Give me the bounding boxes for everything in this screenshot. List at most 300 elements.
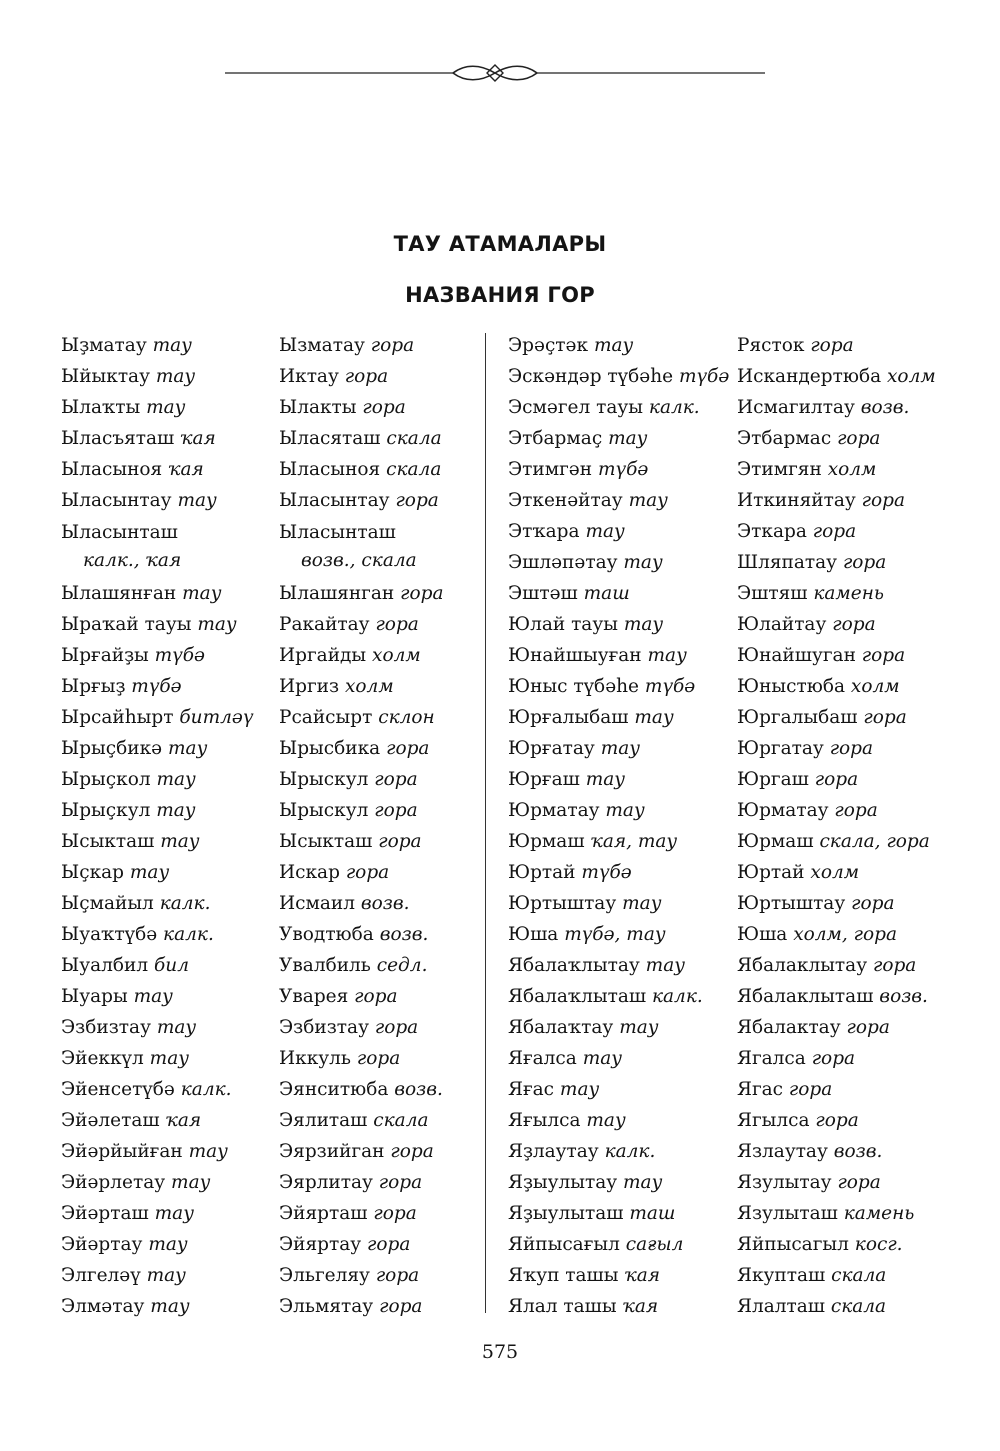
entry-term: тау [622, 893, 662, 914]
entry-name: Ягалса [737, 1048, 806, 1069]
entry-term: скала [386, 428, 442, 449]
list-item [737, 950, 977, 981]
entry-name: Эйярташ [279, 1203, 368, 1224]
entry-name: Иктау [279, 366, 339, 387]
list-item [61, 1012, 266, 1043]
list-item [737, 1105, 977, 1136]
entry-name: Яғас [508, 1079, 555, 1100]
entry-term: холм [827, 459, 877, 480]
list-item [508, 1291, 723, 1322]
list-item [508, 1167, 723, 1198]
entry-name: Эйенсетүбә [61, 1079, 175, 1100]
list-item [279, 702, 479, 733]
entry-term: гора [872, 955, 917, 976]
entry-name: Рясток [737, 335, 805, 356]
list-item [279, 1074, 479, 1105]
entry-name: Этҡара [508, 521, 580, 542]
entry-term: тау [156, 1017, 197, 1038]
entry-name: Яҙлаутау [508, 1141, 599, 1162]
list-item [737, 1043, 977, 1074]
ornament-divider [225, 60, 765, 88]
entry-term: түбә [581, 862, 632, 883]
entry-term: таш [583, 583, 630, 604]
list-item [737, 485, 977, 516]
column-bashkir-right [508, 330, 730, 1322]
entry-term: тау [645, 955, 685, 976]
entry-term: тау [182, 583, 222, 604]
entry-name: Ылашянган [279, 583, 395, 604]
list-item [279, 981, 479, 1012]
entry-term: тау [623, 614, 664, 635]
entry-name: Ябалактау [737, 1017, 841, 1038]
list-item [279, 485, 479, 516]
entry-name: Эшләпәтау [508, 552, 618, 573]
entry-term: ҡая [168, 459, 204, 480]
entry-term: түбә [131, 676, 182, 697]
entry-name: Ягылса [737, 1110, 810, 1131]
list-item [61, 330, 266, 361]
entry-name: Этимгән [508, 459, 593, 480]
entry-name: Язулыташ [737, 1203, 838, 1224]
list-item [508, 1012, 723, 1043]
entry-name: Яҡуп ташы [508, 1265, 619, 1286]
entry-name: Яҙыулыташ [508, 1203, 624, 1224]
title-russian: НАЗВАНИЯ ГОР [405, 283, 595, 307]
entry-name: Юртай [737, 862, 805, 883]
entry-name: Ырысбика [279, 738, 381, 759]
list-item [279, 919, 479, 950]
entry-term: гора [837, 1172, 881, 1193]
column-divider [485, 333, 486, 1313]
entry-term: гора [851, 893, 895, 914]
list-item [737, 578, 977, 609]
list-item [508, 1105, 723, 1136]
entry-name: Ялалташ [737, 1296, 825, 1317]
list-item [61, 888, 266, 919]
entry-name: Юргатау [737, 738, 824, 759]
entry-name: Эйәрлетау [61, 1172, 166, 1193]
entry-name: Юрғаш [508, 769, 580, 790]
entry-name: Ысыкташ [279, 831, 373, 852]
list-item [508, 733, 723, 764]
list-item [737, 981, 977, 1012]
list-item [508, 547, 723, 578]
entry-term: возв., скала [301, 550, 417, 571]
list-item [279, 1105, 479, 1136]
entry-term: гора [390, 1141, 434, 1162]
entry-name: Эйеккүл [61, 1048, 144, 1069]
entry-term: тау [146, 397, 186, 418]
entry-name: Ылаҡты [61, 397, 141, 418]
entry-term: возв. [860, 397, 910, 418]
list-item [737, 392, 977, 423]
list-item [61, 454, 266, 485]
entry-name: Ыласынташ [279, 522, 396, 543]
entry-name: Ыласяташ [279, 428, 381, 449]
entry-term: гора [356, 1048, 401, 1069]
entry-term: скала, гора [819, 831, 930, 852]
list-item [737, 671, 977, 702]
entry-term: гора [375, 614, 419, 635]
entry-term: гора [354, 986, 398, 1007]
entry-term: калк. [180, 1079, 232, 1100]
entry-term: калк. [648, 397, 700, 418]
entry-term: тау [155, 366, 196, 387]
list-item [279, 857, 479, 888]
column-russian-left [279, 330, 479, 1322]
entry-term: ҡая, тау [590, 831, 678, 852]
entry-name: Элгеләү [61, 1265, 141, 1286]
list-item [279, 733, 479, 764]
list-item [508, 919, 723, 950]
list-item [508, 330, 723, 361]
entry-name: Юлай тауы [508, 614, 618, 635]
entry-name: Юрғатау [508, 738, 595, 759]
list-item [737, 1260, 977, 1291]
entry-name: Эштяш [737, 583, 808, 604]
list-item [508, 454, 723, 485]
entry-name: Ракайтау [279, 614, 370, 635]
list-item [61, 671, 266, 702]
entry-term: тау [634, 707, 674, 728]
entry-name: Этбармаҫ [508, 428, 603, 449]
list-item [508, 981, 723, 1012]
entry-term: тау [593, 335, 634, 356]
entry-term: түбә [597, 459, 649, 480]
entry-term: таш [629, 1203, 676, 1224]
list-item [61, 1136, 266, 1167]
entry-name: Юша [508, 924, 559, 945]
entry-term: ҡая [180, 428, 216, 449]
entry-name: Ыҫкар [61, 862, 124, 883]
entry-name: Ылакты [279, 397, 357, 418]
list-item [508, 609, 723, 640]
list-item [737, 609, 977, 640]
list-item [508, 1136, 723, 1167]
entry-name: Иккуль [279, 1048, 351, 1069]
entry-term: тау [129, 862, 170, 883]
entry-name: Юргаш [737, 769, 809, 790]
list-item [737, 1074, 977, 1105]
entry-name: Эялиташ [279, 1110, 368, 1131]
list-item [61, 1260, 266, 1291]
entry-name: Ырыҫкул [61, 800, 151, 821]
entry-term: гора [378, 831, 422, 852]
entry-name: Увалбиль [279, 955, 371, 976]
entry-name: Язлаутау [737, 1141, 828, 1162]
list-item [61, 423, 266, 454]
entry-name: Ябалаклытау [737, 955, 868, 976]
entry-term: гора [788, 1079, 833, 1100]
entry-term: ҡая [622, 1296, 659, 1317]
entry-term: тау [585, 769, 626, 790]
entry-term: гора [386, 738, 430, 759]
entry-name: Ягас [737, 1079, 784, 1100]
entry-name: Эштәш [508, 583, 578, 604]
entry-term: тау [156, 800, 196, 821]
entry-term: возв. [379, 924, 429, 945]
entry-term: гора [395, 490, 439, 511]
list-item [737, 547, 977, 578]
list-item [279, 640, 479, 671]
list-item [279, 1136, 479, 1167]
list-item [508, 671, 723, 702]
entry-name: Эйәртау [61, 1234, 143, 1255]
list-item [737, 1012, 977, 1043]
entry-name: Яйпысағыл [508, 1234, 620, 1255]
entry-term: тау [619, 1017, 659, 1038]
list-item [737, 795, 977, 826]
list-item [61, 857, 266, 888]
entry-name: Ыуалбил [61, 955, 149, 976]
entry-name: Искандертюба [737, 366, 882, 387]
list-item [508, 392, 723, 423]
entry-term: тау [608, 428, 648, 449]
entry-term: гора [374, 769, 418, 790]
list-item [737, 919, 977, 950]
entry-name: Ырыскул [279, 800, 369, 821]
entry-term: тау [559, 1079, 600, 1100]
list-item [279, 1043, 479, 1074]
list-item [279, 454, 479, 485]
list-item [508, 361, 730, 392]
entry-term: тау [177, 490, 217, 511]
entry-name: Ыласъяташ [61, 428, 175, 449]
entry-name: Эянситюба [279, 1079, 389, 1100]
list-item [508, 1198, 723, 1229]
entry-name: Ырғайҙы [61, 645, 149, 666]
entry-term: тау [171, 1172, 211, 1193]
entry-term: скала [386, 459, 442, 480]
entry-name: Ырыҫкол [61, 769, 151, 790]
entry-name: Юрмаш [508, 831, 585, 852]
entry-term: гора [846, 1017, 890, 1038]
entry-term: тау [146, 1265, 186, 1286]
list-item [61, 1198, 266, 1229]
list-item [508, 857, 723, 888]
entry-name: Яйпысагыл [737, 1234, 849, 1255]
list-item [61, 702, 266, 733]
list-item [279, 1012, 479, 1043]
entry-name: Ыласыноя [279, 459, 381, 480]
list-item [737, 454, 977, 485]
list-item [508, 826, 723, 857]
list-item [737, 1136, 977, 1167]
entry-term: холм [344, 676, 394, 697]
entry-name: Юша [737, 924, 788, 945]
list-item [61, 640, 266, 671]
entry-term: гора [375, 1265, 420, 1286]
entry-term: косг. [854, 1234, 903, 1255]
entry-term: тау [188, 1141, 228, 1162]
entry-term: гора [344, 366, 389, 387]
entry-term: тау [623, 552, 663, 573]
entry-term: скала [831, 1265, 887, 1286]
list-item [279, 888, 479, 919]
entry-name: Ыҙматау [61, 335, 147, 356]
entry-term: ҡая [165, 1110, 202, 1131]
list-item [508, 1043, 723, 1074]
entry-name: Иргайды [279, 645, 367, 666]
entry-term: ҡая [624, 1265, 661, 1286]
entry-term: гора [400, 583, 444, 604]
list-item [508, 423, 723, 454]
entry-name: Исмагилтау [737, 397, 855, 418]
list-item [737, 423, 977, 454]
list-item [279, 330, 479, 361]
entry-term: гора [815, 1110, 859, 1131]
entry-name: Юрматау [737, 800, 829, 821]
entry-term: тау [197, 614, 237, 635]
entry-term: скала [373, 1110, 429, 1131]
entry-term: тау [152, 335, 192, 356]
entry-name: Ыраҡай тауы [61, 614, 192, 635]
entry-name: Исмаил [279, 893, 355, 914]
entry-term: тау [154, 1203, 194, 1224]
list-item [279, 764, 479, 795]
entry-name: Юнайшуган [737, 645, 856, 666]
entry-name: Эярлитау [279, 1172, 373, 1193]
entry-term: гора [379, 1296, 423, 1317]
entry-name: Яҙыулытау [508, 1172, 618, 1193]
title-bashkir: ТАУ АТАМАЛАРЫ [393, 232, 607, 256]
entry-name: Эльгеляу [279, 1265, 370, 1286]
list-item [61, 485, 266, 516]
entry-term: гора [837, 428, 881, 449]
entry-term: гора [814, 769, 859, 790]
entry-term: гора [811, 1048, 856, 1069]
entry-term: седл. [376, 955, 428, 976]
entry-term: калк. [163, 924, 214, 945]
list-item [61, 1043, 266, 1074]
entry-name: Этимгян [737, 459, 822, 480]
entry-term: гора [812, 521, 857, 542]
entry-name: Иткиняйтау [737, 490, 856, 511]
entry-term: битләү [179, 707, 254, 728]
list-item [61, 1105, 266, 1136]
list-item [61, 1229, 266, 1260]
entry-term: возв. [360, 893, 410, 914]
entry-name: Ылашянған [61, 583, 177, 604]
list-item [737, 1291, 977, 1322]
list-item [737, 516, 977, 547]
list-item [279, 392, 479, 423]
entry-term: скала [830, 1296, 887, 1317]
entry-name: Ялал ташы [508, 1296, 617, 1317]
entry-term: түбә [644, 676, 696, 697]
entry-name: Ыласыноя [61, 459, 163, 480]
entry-term: холм [850, 676, 900, 697]
list-item [61, 981, 266, 1012]
entry-term: тау [148, 1234, 188, 1255]
entry-name: Иргиз [279, 676, 340, 697]
list-item [508, 702, 723, 733]
entry-term: тау [586, 1110, 626, 1131]
list-item [61, 919, 266, 950]
entry-name: Юрғалыбаш [508, 707, 629, 728]
list-item [508, 640, 723, 671]
entry-name: Эйяртау [279, 1234, 362, 1255]
list-item [737, 857, 977, 888]
entry-term: тау [600, 738, 640, 759]
entry-name: Юрмаш [737, 831, 814, 852]
list-item [61, 392, 266, 423]
list-item [508, 950, 723, 981]
list-item [279, 671, 479, 702]
list-item [508, 1074, 723, 1105]
entry-name: Ыйыктау [61, 366, 150, 387]
entry-name: Эрәҫтәк [508, 335, 589, 356]
entry-name: Эзбизтау [61, 1017, 151, 1038]
entry-term: калк. [651, 986, 703, 1007]
entry-term: бил [153, 955, 189, 976]
list-item [279, 1229, 479, 1260]
entry-name: Ябалаҡлыташ [508, 986, 647, 1007]
entry-term: возв. [394, 1079, 443, 1100]
entry-name: Эярзийган [279, 1141, 385, 1162]
entry-name: Юныс түбәһе [508, 676, 640, 697]
list-item [737, 764, 977, 795]
entry-name: Юртыштау [737, 893, 846, 914]
entry-term: тау [647, 645, 687, 666]
entry-term: тау [160, 831, 200, 852]
list-item [737, 888, 977, 919]
entry-term: калк. [159, 893, 211, 914]
list-item [508, 516, 723, 547]
list-item [737, 361, 977, 392]
list-item [737, 826, 977, 857]
entry-name: Юртай [508, 862, 576, 883]
entry-name: Ыласынтау [279, 490, 390, 511]
list-item [508, 578, 723, 609]
list-item [508, 888, 723, 919]
entry-term: камень [843, 1203, 915, 1224]
list-item [508, 795, 723, 826]
page-number: 575 [481, 1341, 519, 1363]
column-bashkir-left [61, 330, 266, 1322]
list-item [279, 516, 479, 578]
list-item [61, 795, 266, 826]
list-item [61, 826, 266, 857]
entry-term: гора [373, 1203, 417, 1224]
entry-name: Эткенәйтау [508, 490, 623, 511]
entry-name: Эйәлеташ [61, 1110, 160, 1131]
entry-name: Юргалыбаш [737, 707, 858, 728]
entry-term: тау [168, 738, 208, 759]
entry-name: Эскәндәр түбәһе [508, 366, 674, 387]
list-item [279, 1198, 479, 1229]
entry-term: гора [345, 862, 390, 883]
entry-name: Элмәтау [61, 1296, 145, 1317]
list-item [61, 578, 266, 609]
entry-name: Юныстюба [737, 676, 846, 697]
entry-term: гора [829, 738, 874, 759]
entry-name: Ябалаҡтау [508, 1017, 614, 1038]
entry-term: тау [585, 521, 625, 542]
entry-term: түбә [678, 366, 730, 387]
entry-term: гора [861, 645, 906, 666]
entry-name: Ыуаҡтүбә [61, 924, 158, 945]
entry-term: холм [372, 645, 421, 666]
list-item [61, 1291, 266, 1322]
entry-name: Яғалса [508, 1048, 577, 1069]
list-item [737, 733, 977, 764]
entry-term: тау [150, 1296, 190, 1317]
list-item [279, 795, 479, 826]
list-item [279, 1260, 479, 1291]
entry-term: гора [370, 335, 415, 356]
entry-term: возв. [833, 1141, 883, 1162]
